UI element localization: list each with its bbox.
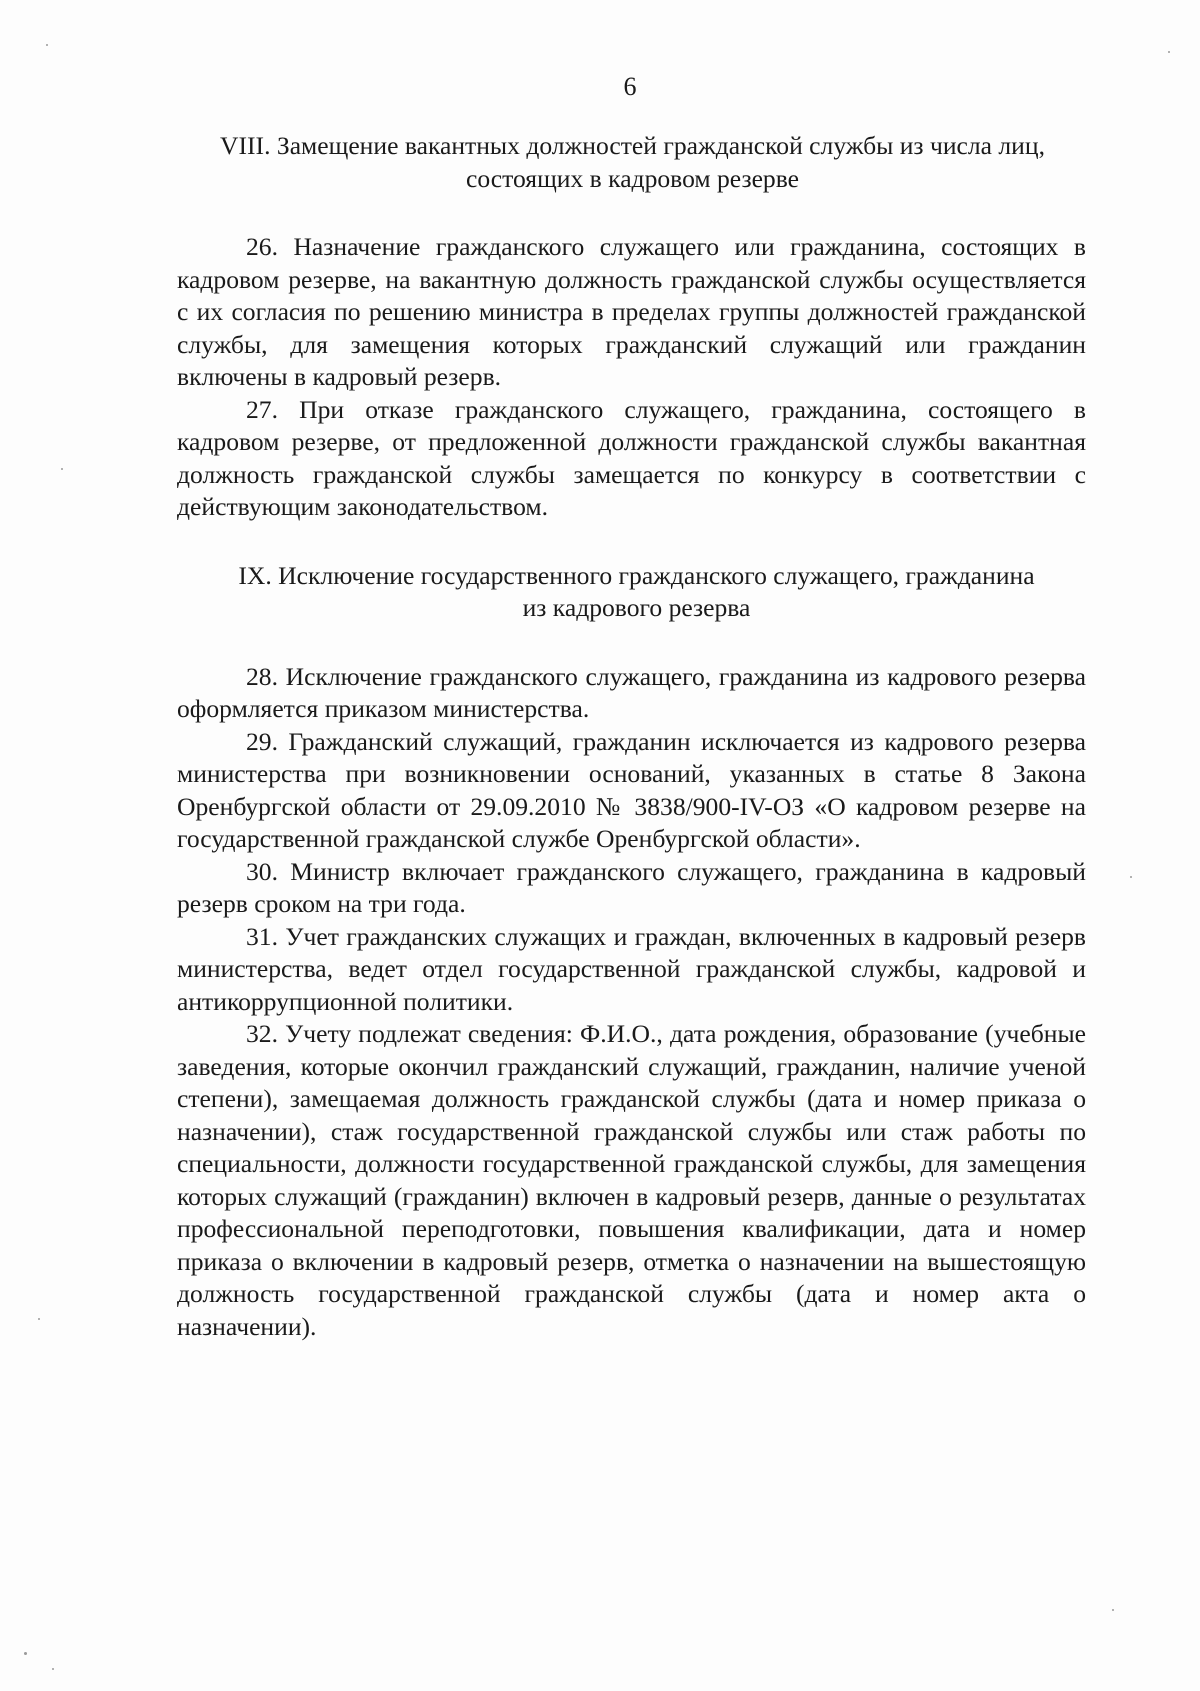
- paragraph-26: 26. Назначение гражданского служащего или гражданина, состоящих в кадровом резерве, на вакантную должность гражданской службы осуществляется с их согласия по решению министра в пределах группы должностей гражданской службы, для замещения которых гражданский служащий или гражданин включены в кадровый резерв.: [177, 232, 1086, 391]
- paragraph-30: 30. Министр включает гражданского служащего, гражданина в кадровый резерв сроком на три года.: [177, 856, 1086, 918]
- scan-speckle: [38, 1318, 40, 1320]
- paragraph-28: 28. Исключение гражданского служащего, гражданина из кадрового резерва оформляется приказом министерства.: [177, 661, 1086, 723]
- heading-line: IX. Исключение государственного гражданского служащего, гражданина: [238, 560, 1035, 590]
- page-number: 6: [623, 72, 637, 101]
- paragraph-31: 31. Учет гражданских служащих и граждан, включенных в кадровый резерв министерства, ведет отдел государственной гражданской службы, кадровой и антикоррупционной политики.: [177, 921, 1086, 1016]
- scan-speckle: [52, 1668, 54, 1670]
- paragraph-29: 29. Гражданский служащий, гражданин исключается из кадрового резерва министерства при возникновении оснований, указанных в статье 8 Закона Оренбургской области от 29.09.2010 № 3838/900-IV-ОЗ «О кадровом резерве на государственной гражданской службе Оренбургской области».: [177, 726, 1086, 853]
- heading-line: состоящих в кадровом резерве: [465, 163, 800, 193]
- scan-speckle: [1168, 51, 1170, 53]
- section-heading-ix: [187, 560, 1086, 625]
- scan-speckle: [46, 44, 48, 46]
- document-body: [177, 130, 1086, 1343]
- scan-speckle: [24, 1652, 27, 1655]
- heading-line: VIII. Замещение вакантных должностей гражданской службы из числа лиц,: [220, 131, 1045, 160]
- scan-speckle: [1112, 1609, 1114, 1611]
- paragraph-32: 32. Учету подлежат сведения: Ф.И.О., дата рождения, образование (учебные заведения, которые окончил гражданский служащий, гражданин, наличие ученой степени), замещаемая должность гражданской службы (дата и номер приказа о назначении), стаж государственной гражданской службы или стаж работы по специальности, должности государственной гражданской службы, для замещения которых служащий (гражданин) включен в кадровый резерв, данные о результатах профессиональной переподготовки, повышения квалификации, дата и номер приказа о включении в кадровый резерв, отметка о назначении на вышестоящую должность государственной гражданской службы (дата и номер акта о назначении).: [177, 1019, 1086, 1341]
- scan-speckle: [1130, 876, 1132, 878]
- scan-speckle: [61, 468, 63, 470]
- heading-line: из кадрового резерва: [522, 593, 751, 622]
- paragraph-27: 27. При отказе гражданского служащего, гражданина, состоящего в кадровом резерве, от предложенной должности гражданской службы вакантная должность гражданской службы замещается по конкурсу в соответствии с действующим законодательством.: [177, 394, 1086, 521]
- section-heading-viii: [173, 130, 1092, 195]
